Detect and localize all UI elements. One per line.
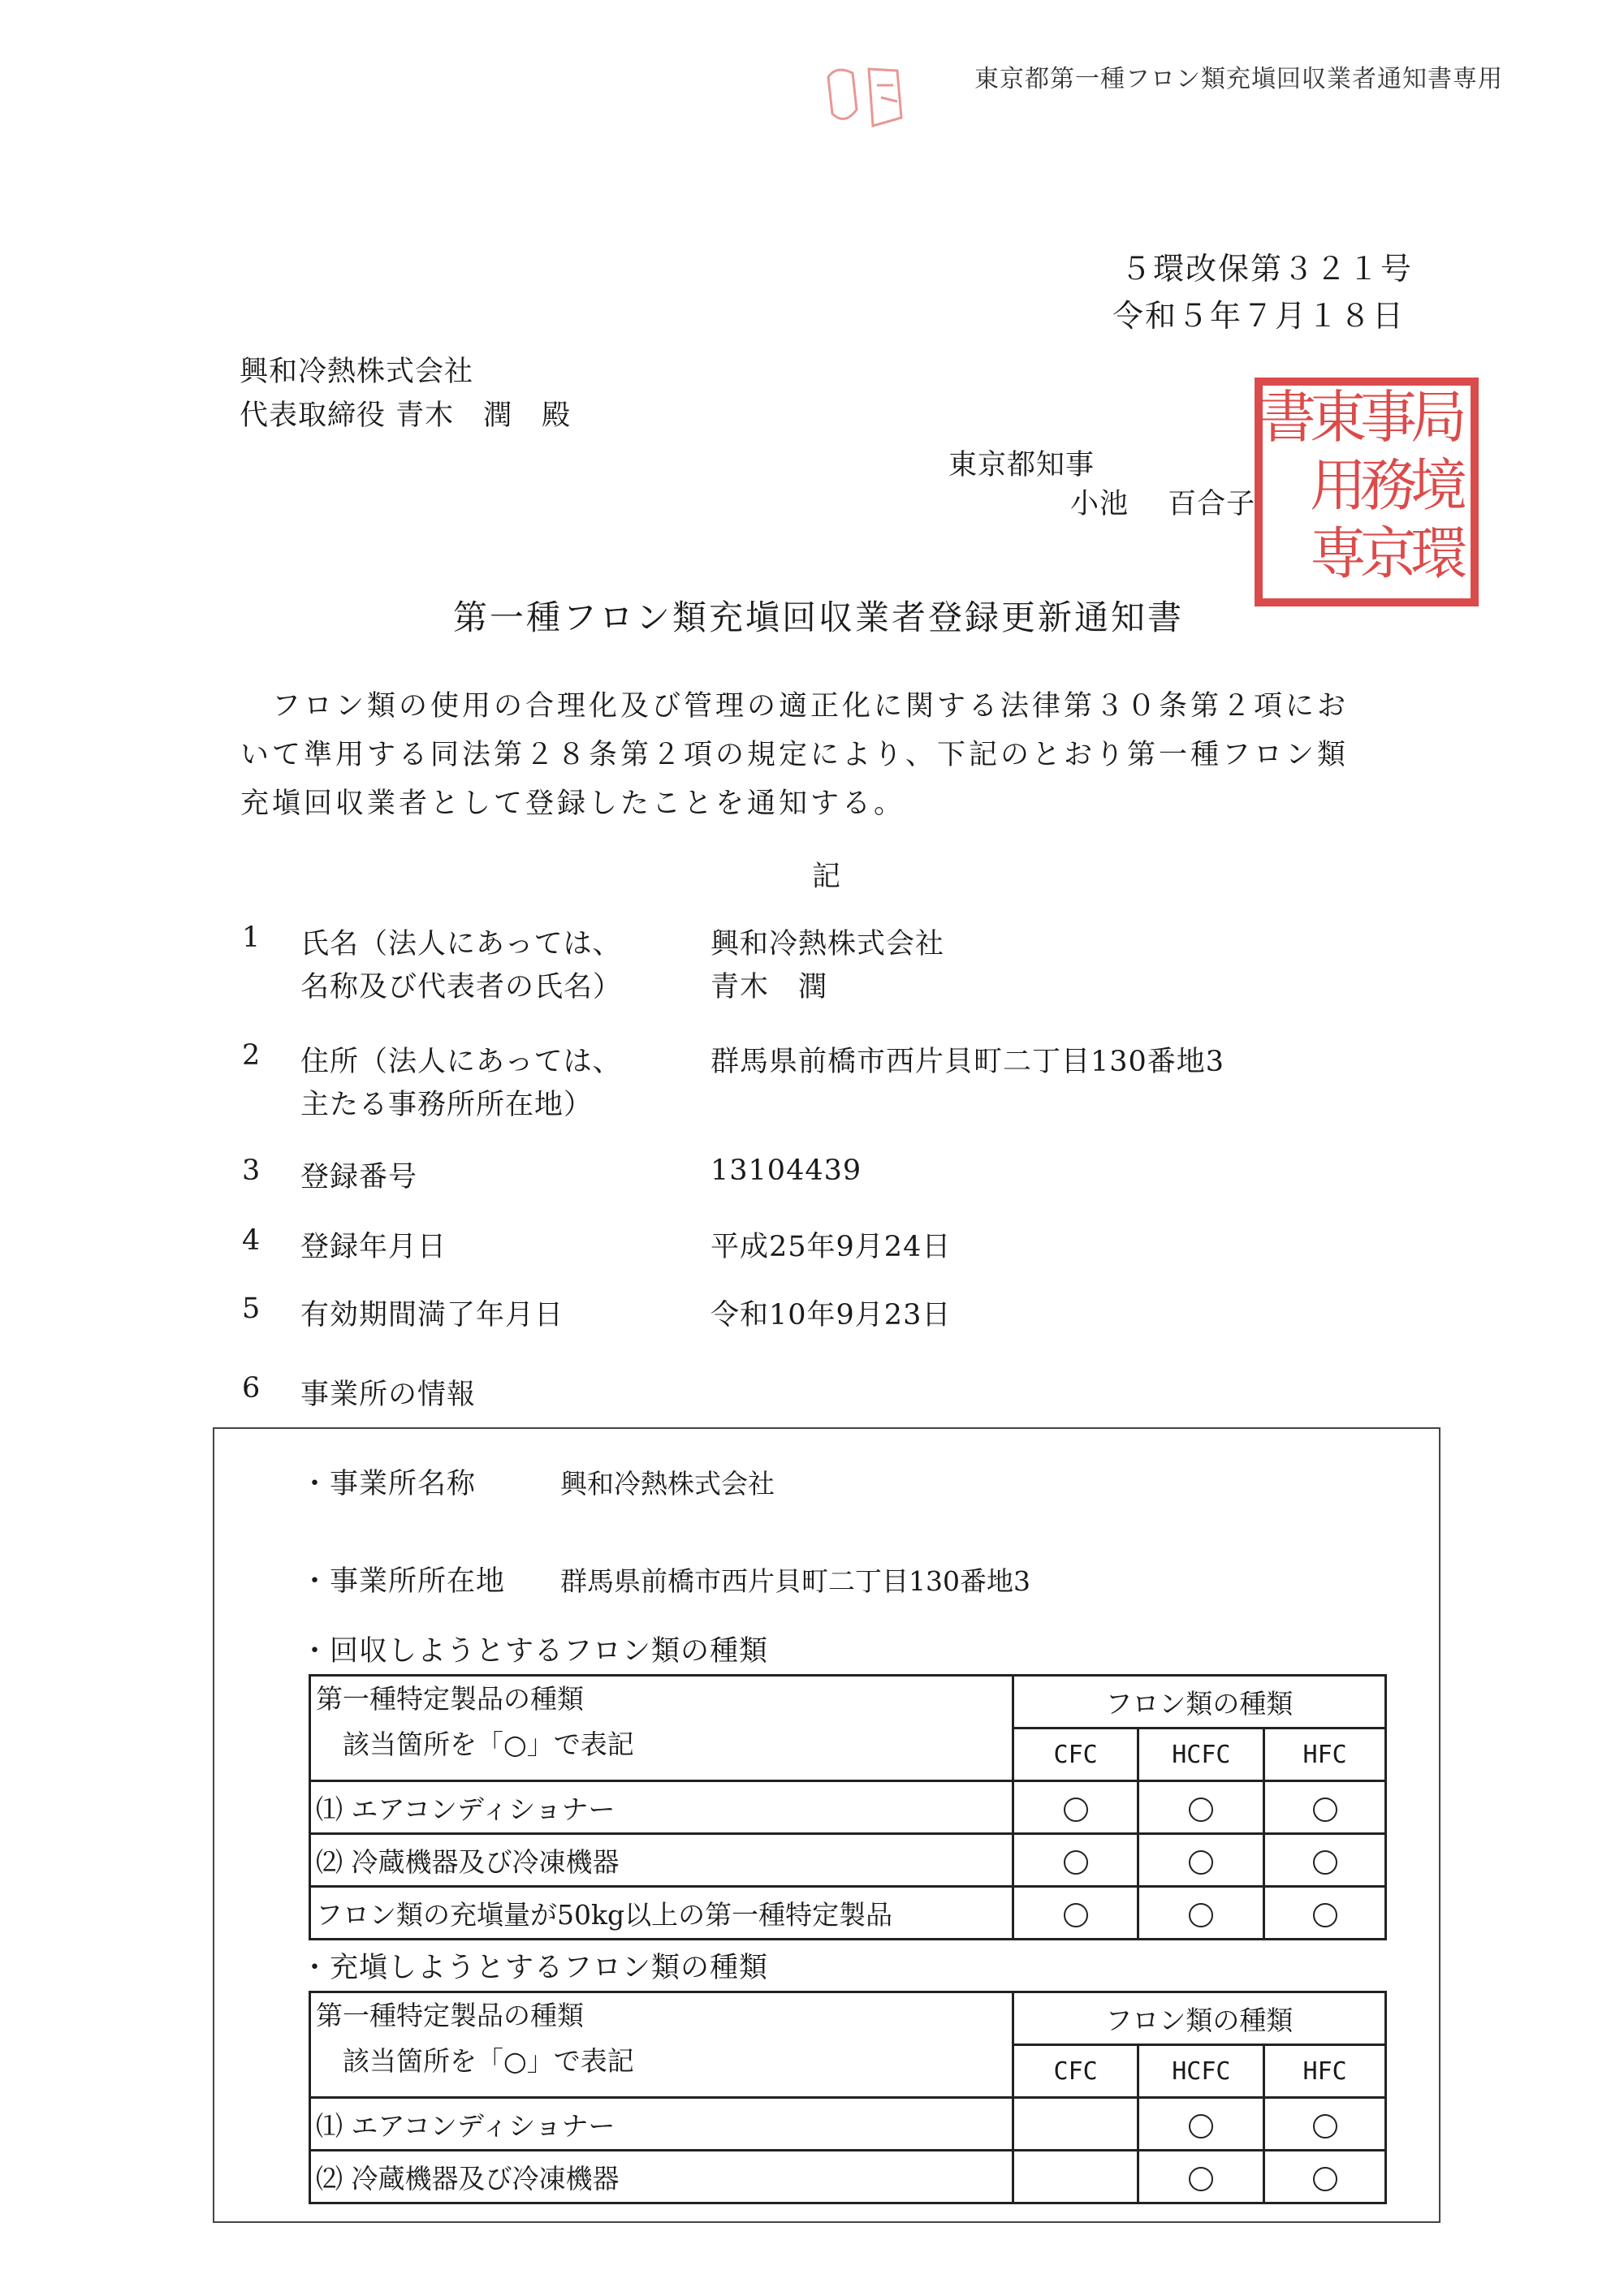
item-label: 登録番号 (300, 1161, 418, 1193)
item-value: 平成25年9月24日 (710, 1231, 952, 1263)
column-hfc: HFC (1264, 1728, 1386, 1781)
item-label: 登録年月日 (300, 1231, 447, 1263)
circle-mark-icon (1189, 1850, 1213, 1875)
mark-cell (1264, 1834, 1386, 1887)
item-number: 6 (242, 1372, 261, 1405)
item-number: 4 (242, 1224, 261, 1257)
circle-mark-icon (1189, 2167, 1213, 2191)
filling-table-heading: ・充塡しようとするフロン類の種類 (300, 1952, 769, 1984)
table-row (310, 1887, 1386, 1940)
seal-character: 書 (1259, 384, 1316, 451)
office-name-value: 興和冷熱株式会社 (560, 1468, 775, 1500)
category-header-line-1: 第一種特定製品の種類 (316, 2000, 584, 2031)
freon-type-header: フロン類の種類 (1013, 1992, 1385, 2045)
item-label: 主たる事務所所在地） (300, 1089, 594, 1121)
row-label: フロン類の充塡量が50kg以上の第一種特定製品 (310, 1887, 1013, 1940)
column-cfc: CFC (1013, 1728, 1138, 1781)
mark-cell (1264, 2098, 1386, 2151)
document-number: ５環改保第３２１号 (1121, 251, 1414, 287)
ki-heading: 記 (812, 861, 842, 893)
row-label: ⑴ エアコンディショナー (310, 2098, 1013, 2151)
seal-character: 環 (1410, 520, 1467, 587)
mark-cell (1138, 2151, 1264, 2203)
seal-character: 東 (1310, 384, 1367, 451)
item-number: 5 (242, 1293, 261, 1325)
circle-mark-icon (1313, 2114, 1337, 2138)
filling-freon-table (309, 1991, 1387, 2204)
mark-cell (1013, 1781, 1138, 1834)
seal-character: 境 (1410, 452, 1467, 519)
receipt-stamp-mark (820, 61, 918, 134)
circle-mark-icon (1189, 2114, 1213, 2138)
item-label: 事業所の情報 (300, 1379, 477, 1411)
governor-official-seal (1252, 375, 1481, 609)
circle-mark-icon (1313, 1903, 1337, 1927)
body-line: 充塡回収業者として登録したことを通知する。 (240, 788, 906, 820)
sender-name: 小池 百合子 (1070, 488, 1256, 520)
circle-mark-icon (1064, 1903, 1088, 1927)
table-category-header (310, 1992, 1013, 2098)
item-label: 名称及び代表者の氏名） (300, 971, 623, 1003)
row-label: ⑴ エアコンディショナー (310, 1781, 1013, 1834)
recipient-representative: 代表取締役 青木 潤 殿 (240, 399, 572, 432)
sender-title: 東京都知事 (948, 449, 1095, 481)
column-hcfc: HCFC (1138, 2045, 1264, 2098)
item-label: 氏名（法人にあっては、 (300, 928, 622, 960)
item-value: 興和冷熱株式会社 (710, 928, 945, 960)
body-line: いて準用する同法第２８条第２項の規定により、下記のとおり第一種フロン類 (240, 739, 1350, 771)
recovery-freon-table (309, 1674, 1387, 1940)
mark-cell (1013, 1887, 1138, 1940)
mark-cell (1138, 1781, 1264, 1834)
mark-cell (1264, 1781, 1386, 1834)
mark-cell (1138, 1887, 1264, 1940)
freon-type-header: フロン類の種類 (1013, 1676, 1385, 1728)
table-category-header (310, 1676, 1013, 1781)
seal-character: 京 (1360, 520, 1417, 587)
item-value: 13104439 (710, 1154, 862, 1187)
mark-cell (1264, 2151, 1386, 2203)
circle-mark-icon (1313, 2167, 1337, 2191)
mark-cell (1013, 2151, 1138, 2203)
table-row (310, 2098, 1386, 2151)
item-value: 青木 潤 (710, 971, 828, 1003)
circle-mark-icon (1189, 1903, 1213, 1927)
item-value: 群馬県前橋市西片貝町二丁目130番地3 (710, 1046, 1225, 1078)
mark-cell (1138, 1834, 1264, 1887)
recipient-company: 興和冷熱株式会社 (240, 356, 474, 388)
column-cfc: CFC (1013, 2045, 1138, 2098)
item-label: 住所（法人にあっては、 (300, 1046, 622, 1078)
item-number: 2 (242, 1039, 261, 1072)
seal-character: 事 (1360, 384, 1417, 451)
table-row (310, 1781, 1386, 1834)
circle-mark-icon (1064, 1798, 1088, 1822)
form-usage-label: 東京都第一種フロン類充塡回収業者通知書専用 (974, 65, 1503, 93)
document-title: 第一種フロン類充塡回収業者登録更新通知書 (453, 598, 1185, 637)
table-row (310, 2151, 1386, 2203)
circle-mark-icon (1189, 1798, 1213, 1822)
mark-cell (1264, 1887, 1386, 1940)
mark-cell (1013, 2098, 1138, 2151)
circle-mark-icon (1064, 1850, 1088, 1875)
column-hcfc: HCFC (1138, 1728, 1264, 1781)
circle-mark-icon (1313, 1798, 1337, 1822)
office-name-label: ・事業所名称 (300, 1468, 477, 1500)
category-header-line-1: 第一種特定製品の種類 (316, 1683, 584, 1715)
circle-mark-icon (1313, 1850, 1337, 1875)
item-number: 1 (242, 921, 261, 954)
item-value: 令和10年9月23日 (710, 1299, 952, 1331)
body-line: フロン類の使用の合理化及び管理の適正化に関する法律第３０条第２項にお (240, 690, 1350, 723)
recovery-table-heading: ・回収しようとするフロン類の種類 (300, 1635, 769, 1668)
seal-character: 専 (1310, 520, 1367, 587)
mark-cell (1013, 1834, 1138, 1887)
mark-cell (1138, 2098, 1264, 2151)
table-row (310, 1834, 1386, 1887)
column-hfc: HFC (1264, 2045, 1386, 2098)
category-header-line-2: 該当箇所を「○」で表記 (316, 2045, 634, 2077)
seal-character: 局 (1410, 384, 1467, 451)
row-label: ⑵ 冷蔵機器及び冷凍機器 (310, 1834, 1013, 1887)
document-date: 令和５年７月１８日 (1112, 298, 1406, 334)
row-label: ⑵ 冷蔵機器及び冷凍機器 (310, 2151, 1013, 2203)
item-label: 有効期間満了年月日 (300, 1299, 564, 1331)
office-address-value: 群馬県前橋市西片貝町二丁目130番地3 (560, 1565, 1030, 1597)
seal-character: 務 (1360, 452, 1417, 519)
seal-character: 用 (1310, 452, 1367, 519)
category-header-line-2: 該当箇所を「○」で表記 (316, 1728, 634, 1760)
item-number: 3 (242, 1154, 261, 1187)
office-address-label: ・事業所所在地 (300, 1565, 506, 1598)
